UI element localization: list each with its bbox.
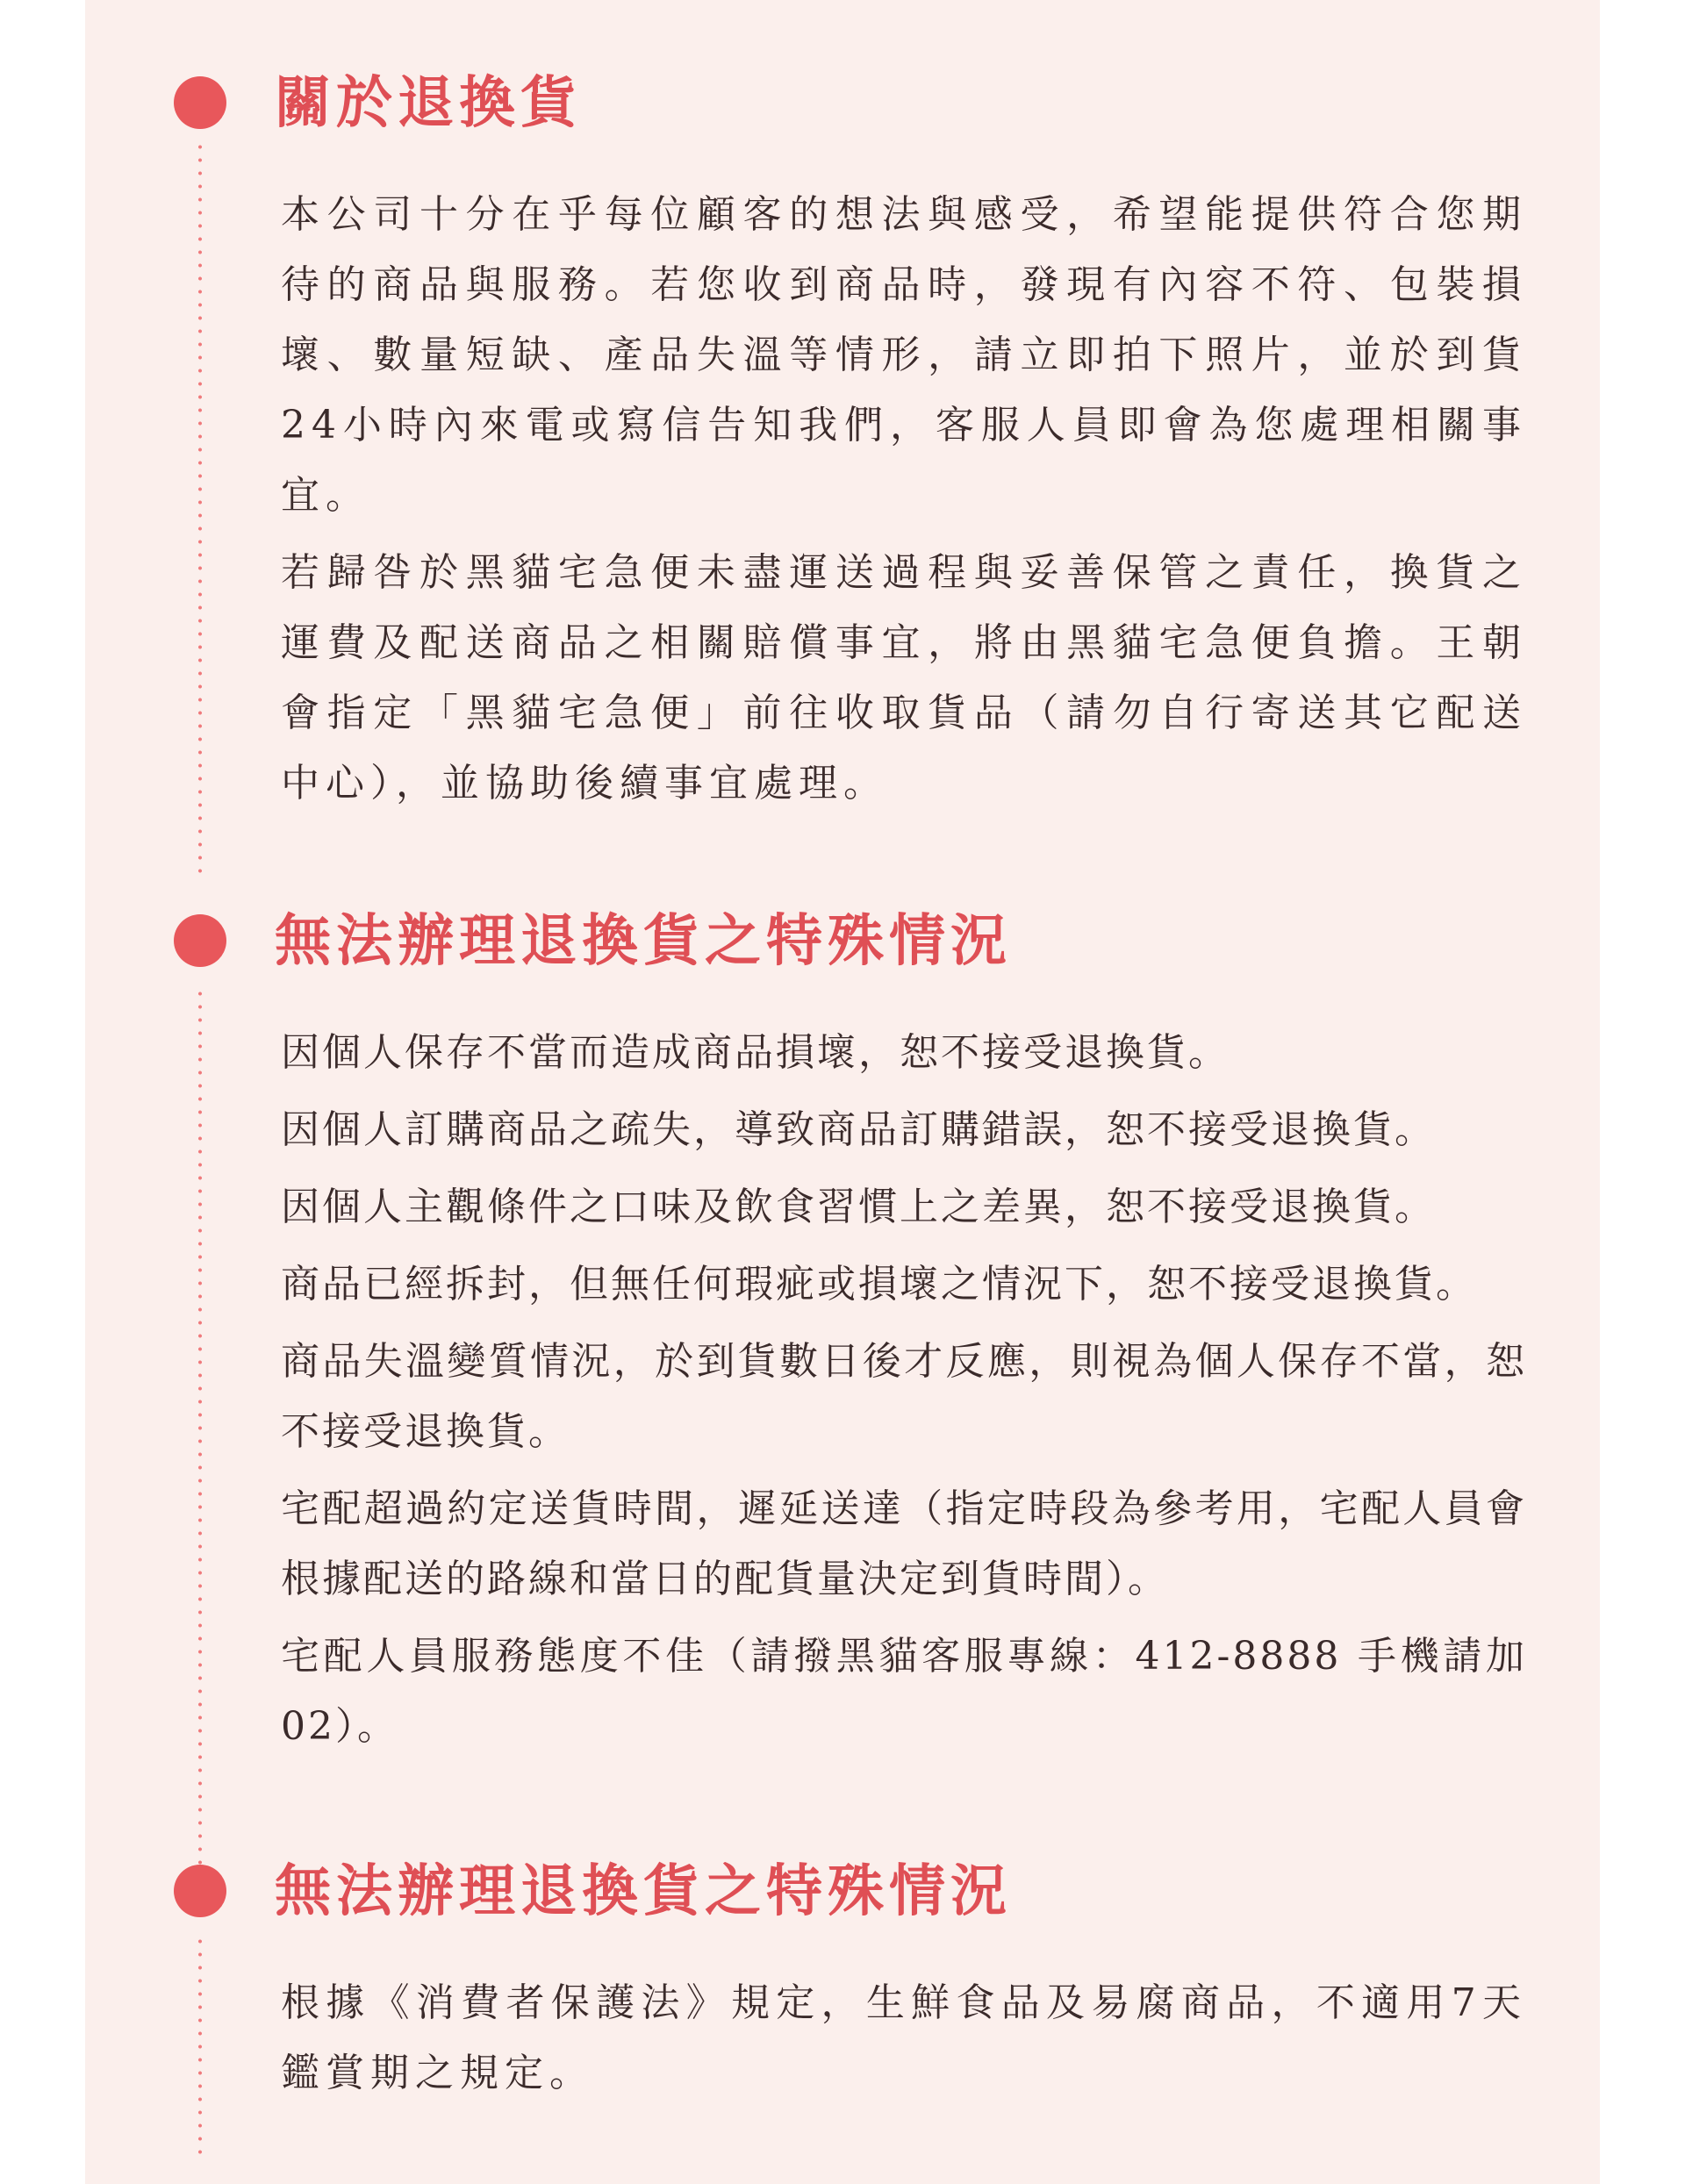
section-heading: 關於退換貨 (275, 70, 582, 136)
section-bullet-dot (174, 76, 226, 129)
section-bullet-dot (174, 914, 226, 967)
paragraph: 若歸咎於黑貓宅急便未盡運送過程與妥善保管之責任，換貨之運費及配送商品之相關賠償事宜，將由黑貓宅急便負擔。王朝會指定「黑貓宅急便」前往收取貨品（請勿自行寄送其它配送中心），並協助後續事宜處理。 (281, 550, 1527, 806)
list-item: 宅配人員服務態度不佳（請撥黑貓客服專線：412-8888 手機請加02）。 (281, 1634, 1527, 1749)
list-item: 商品已經拆封，但無任何瑕疵或損壞之情況下，恕不接受退換貨。 (281, 1262, 1477, 1307)
paragraph: 本公司十分在乎每位顧客的想法與感受，希望能提供符合您期待的商品與服務。若您收到商品時，發現有內容不符、包裝損壞、數量短缺、產品失溫等情形，請立即拍下照片，並於到貨24小時內來電或寫信告知我們，客服人員即會為您處理相關事宜。 (281, 192, 1527, 518)
timeline-dotted-line (198, 987, 202, 1865)
section-body (281, 1968, 1527, 2116)
list-item: 宅配超過約定送貨時間，遲延送達（指定時段為參考用，宅配人員會根據配送的路線和當日的配貨量決定到貨時間）。 (281, 1486, 1527, 1601)
section-heading: 無法辦理退換貨之特殊情況 (275, 908, 1012, 974)
list-item: 因個人主觀條件之口味及飲食習慣上之差異，恕不接受退換貨。 (281, 1185, 1436, 1229)
timeline-dotted-line (198, 1935, 202, 2154)
section-body (281, 1018, 1527, 1769)
timeline-dotted-line (198, 140, 202, 882)
section-heading: 無法辦理退換貨之特殊情況 (275, 1858, 1012, 1924)
section-body (281, 180, 1527, 826)
list-item: 因個人保存不當而造成商品損壞，恕不接受退換貨。 (281, 1030, 1230, 1075)
paragraph: 根據《消費者保護法》規定，生鮮食品及易腐商品，不適用7天鑑賞期之規定。 (281, 1980, 1527, 2095)
list-item: 因個人訂購商品之疏失，導致商品訂購錯誤，恕不接受退換貨。 (281, 1107, 1436, 1152)
section-bullet-dot (174, 1865, 226, 1917)
list-item: 商品失溫變質情況，於到貨數日後才反應，則視為個人保存不當，恕不接受退換貨。 (281, 1339, 1527, 1454)
